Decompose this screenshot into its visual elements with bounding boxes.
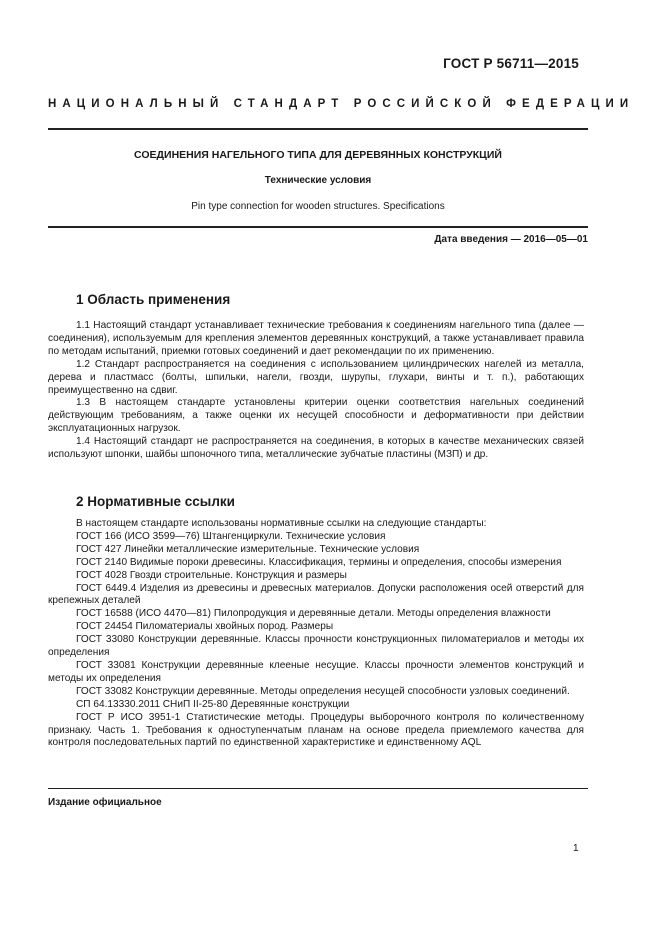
reference-item: ГОСТ 2140 Видимые пороки древесины. Классификация, термины и определения, способы измерения [76,556,562,568]
paragraph: 1.2 Стандарт распространяется на соединения с использованием цилиндрических нагелей из металла, дерева и пластмасс (болты, шпильки, нагели, гвозди, шурупы, глухари, винты и т. п.), работающих преимущественно на сдвиг. [48,358,584,396]
paragraph: 1.3 В настоящем стандарте установлены критерии оценки соответствия нагельных соединений действующим требованиям, а также оценки их несущей способности и деформативности при действии эксплуатационных нагрузок. [48,397,584,435]
page-number: 1 [573,843,579,854]
reference-item: ГОСТ 33082 Конструкции деревянные. Методы определения несущей способности узловых соединений. [76,685,570,697]
reference-item: ГОСТ 16588 (ИСО 4470—81) Пилопродукция и деревянные детали. Методы определения влажности [76,608,551,620]
footer-divider [48,788,588,789]
reference-item: ГОСТ 427 Линейки металлические измерительные. Технические условия [76,543,420,555]
section-2-heading: 2 Нормативные ссылки [76,494,235,509]
reference-item: ГОСТ 33081 Конструкции деревянные клееные несущие. Классы прочности элементов конструкций и методы их определения [48,659,584,684]
paragraph: В настоящем стандарте использованы нормативные ссылки на следующие стандарты: [76,518,487,529]
title-divider [48,226,588,228]
introduction-date: Дата введения — 2016—05—01 [434,234,588,245]
reference-item: ГОСТ 6449.4 Изделия из древесины и древесных материалов. Допуски расположения осей отверстий для крепежных деталей [48,582,584,607]
national-standard-heading: НАЦИОНАЛЬНЫЙ СТАНДАРТ РОССИЙСКОЙ ФЕДЕРАЦИИ [48,98,635,110]
reference-item: ГОСТ 166 (ИСО 3599—76) Штангенциркули. Технические условия [76,530,386,542]
document-subtitle: Технические условия [264,175,372,186]
section-2-body [48,518,584,750]
document-title: СОЕДИНЕНИЯ НАГЕЛЬНОГО ТИПА ДЛЯ ДЕРЕВЯННЫХ КОНСТРУКЦИЙ [134,149,502,161]
official-edition-label: Издание официальное [48,797,162,808]
paragraph: 1.4 Настоящий стандарт не распространяется на соединения, в которых в качестве механических связей используют шпонки, шайбы шпоночного типа, металлические зубчатые пластины (МЗП) и др. [48,436,584,461]
document-title-english: Pin type connection for wooden structures. Specifications [191,201,445,212]
top-divider [48,128,588,130]
reference-item: ГОСТ 33080 Конструкции деревянные. Классы прочности конструкционных пиломатериалов и методы их определения [48,634,584,659]
reference-item: ГОСТ Р ИСО 3951-1 Статистические методы. Процедуры выборочного контроля по количественному признаку. Часть 1. Требования к одноступенчатым планам на основе предела приемлемого качества для контроля последовательных партий по единственной характеристике и единственному AQL [48,711,584,749]
gost-number: ГОСТ Р 56711—2015 [443,56,579,71]
section-1-body [48,320,584,462]
section-1-heading: 1 Область применения [76,292,231,307]
reference-item: СП 64.13330.2011 СНиП II-25-80 Деревянные конструкции [76,698,350,710]
reference-item: ГОСТ 4028 Гвозди строительные. Конструкция и размеры [76,569,347,581]
reference-item: ГОСТ 24454 Пиломатериалы хвойных пород. Размеры [76,621,334,633]
paragraph: 1.1 Настоящий стандарт устанавливает технические требования к соединениям нагельного типа (далее — соединения), используемым для крепления элементов деревянных конструкций, а также устанавливает правила по методам испытаний, приемки готовых соединений и дает рекомендации по их применению. [48,320,584,357]
